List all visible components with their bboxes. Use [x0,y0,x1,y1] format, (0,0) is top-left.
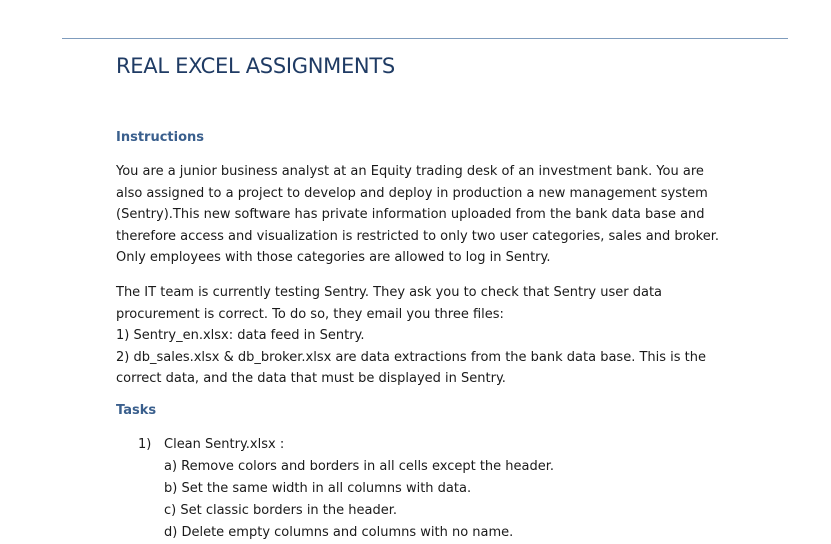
paragraph-line: You are a junior business analyst at an Equity trading desk of an investment bank. You are [116,164,704,179]
task-list [138,434,554,544]
task-label: Clean Sentry.xlsx : [164,437,285,452]
subtask-item: a) Remove colors and borders in all cells except the header. [164,459,555,474]
paragraph-line: procurement is correct. To do so, they email you three files: [116,306,504,322]
instructions-paragraph-2 [116,282,756,390]
subtask-item: b) Set the same width in all columns with data. [164,481,472,496]
tasks-heading: Tasks [116,403,157,418]
header-rule [62,38,788,39]
paragraph-line: 2) db_sales.xlsx & db_broker.xlsx are data extractions from the bank data base. This is the [116,349,707,365]
paragraph-line: correct data, and the data that must be displayed in Sentry. [116,371,506,386]
paragraph-line: also assigned to a project to develop and deploy in production a new management system [116,185,708,201]
subtask-item: d) Delete empty columns and columns with no name. [164,525,514,540]
paragraph-line: Only employees with those categories are allowed to log in Sentry. [116,250,551,265]
paragraph-line: therefore access and visualization is restricted to only two user categories, sales and broker. [116,228,719,244]
subtask-item: c) Set classic borders in the header. [164,503,398,518]
document-title: REAL EXCEL ASSIGNMENTS [116,54,395,78]
task-item [138,434,554,456]
paragraph-line: (Sentry).This new software has private information uploaded from the bank data base and [116,207,705,222]
instructions-heading: Instructions [116,130,205,145]
instructions-paragraph-1 [116,161,756,269]
paragraph-line: 1) Sentry_en.xlsx: data feed in Sentry. [116,328,365,343]
task-number: 1) [138,437,152,452]
paragraph-line: The IT team is currently testing Sentry. They ask you to check that Sentry user data [116,285,663,300]
